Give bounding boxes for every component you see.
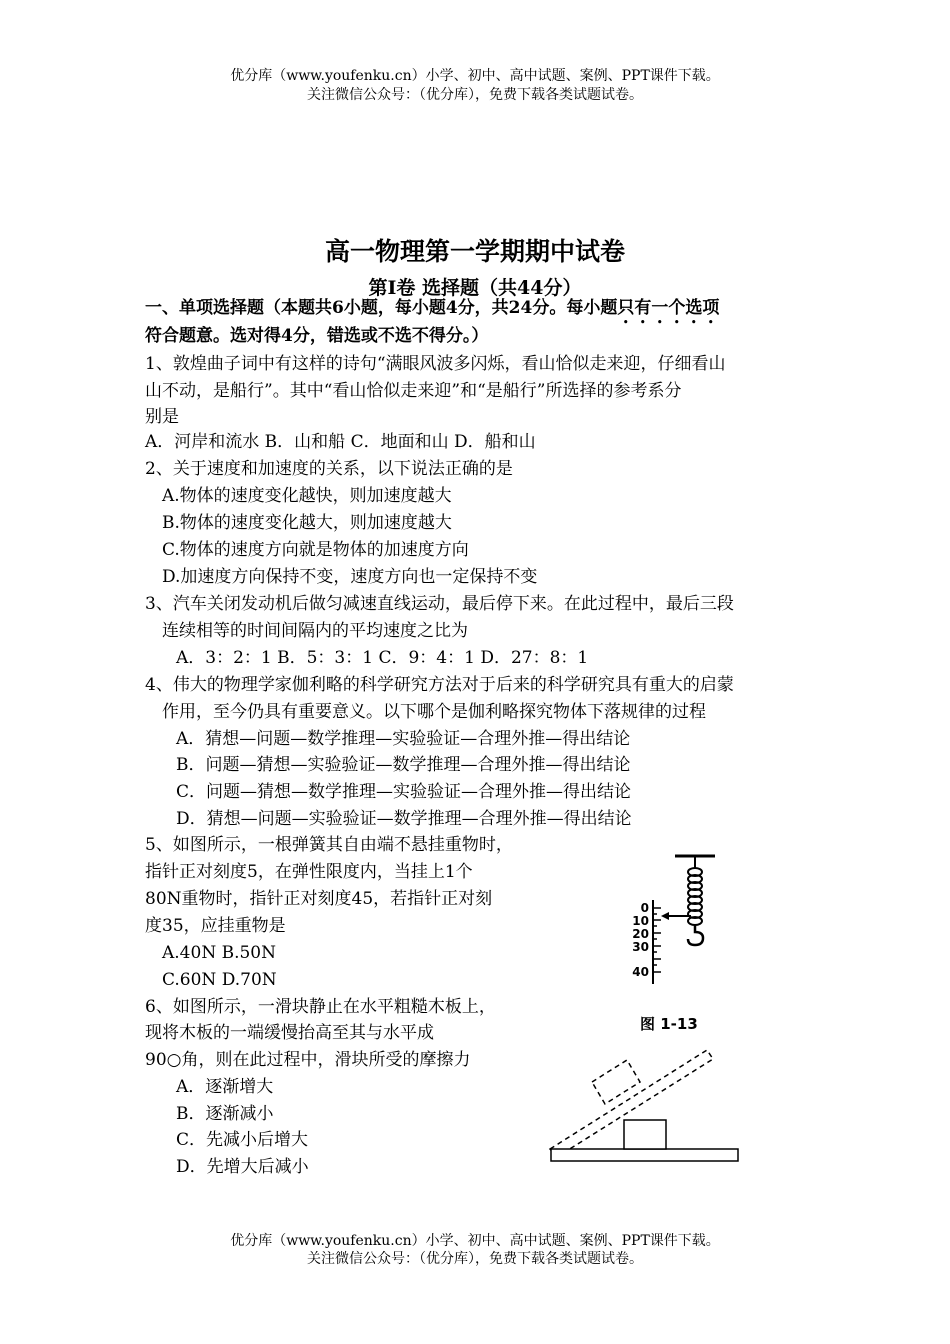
scale-label-40: 40: [632, 965, 649, 979]
q2-option-b: B.物体的速度变化越大，则加速度越大: [162, 513, 452, 533]
q4-option-d: D．猜想—问题—实验验证—数学推理—合理外推—得出结论: [176, 809, 632, 829]
section1-emphasis: 只有一个选项: [617, 298, 720, 318]
q2-option-a: A.物体的速度变化越快，则加速度越大: [162, 486, 452, 506]
block-on-board: [624, 1120, 666, 1149]
q3-line-2: 连续相等的时间间隔内的平均速度之比为: [162, 621, 468, 641]
footer-line-1: 优分库（www.youfenku.cn）小学、初中、高中试题、案例、PPT课件下载。: [230, 1233, 720, 1249]
q6-line-3: 90○角，则在此过程中，滑块所受的摩擦力: [145, 1050, 471, 1070]
section1-line-2: 符合题意。选对得4分，错选或不选不得分。）: [145, 326, 489, 346]
q6-option-c: C．先减小后增大: [176, 1130, 309, 1150]
incline-board-figure: [545, 1045, 745, 1165]
q2-stem: 2、关于速度和加速度的关系，以下说法正确的是: [145, 459, 513, 479]
q4-line-1: 4、伟大的物理学家伽利略的科学研究方法对于后来的科学研究具有重大的启蒙: [145, 675, 734, 695]
q2-option-c: C.物体的速度方向就是物体的加速度方向: [162, 540, 469, 560]
scale-label-30: 30: [632, 940, 649, 954]
section1-text: 一、单项选择题（本题共6小题，每小题4分，共24分。每小题: [145, 298, 618, 318]
scale-label-20: 20: [632, 927, 649, 941]
header-line-2: 关注微信公众号：（优分库），免费下载各类试题试卷。: [307, 87, 643, 103]
q4-option-a: A．猜想—问题—数学推理—实验验证—合理外推—得出结论: [176, 729, 631, 749]
q4-option-b: B．问题—猜想—实验验证—数学推理—合理外推—得出结论: [176, 755, 631, 775]
q5-options-ab: A.40N B.50N: [162, 943, 276, 963]
q5-options-cd: C.60N D.70N: [162, 970, 277, 990]
q6-line-1: 6、如图所示，一滑块静止在水平粗糙木板上，: [145, 997, 496, 1017]
q6-option-a: A．逐渐增大: [176, 1077, 274, 1097]
figure-caption: 图 1-13: [640, 1015, 698, 1033]
q1-line-1: 1、敦煌曲子词中有这样的诗句“满眼风波多闪烁，看山恰似走来迎，仔细看山: [145, 354, 726, 374]
q3-line-1: 3、汽车关闭发动机后做匀减速直线运动，最后停下来。在此过程中，最后三段: [145, 594, 734, 614]
q5-line-3: 80N重物时，指针正对刻度45，若指针正对刻: [145, 889, 493, 909]
q6-option-d: D．先增大后减小: [176, 1157, 309, 1177]
q4-line-2: 作用，至今仍具有重要意义。以下哪个是伽利略探究物体下落规律的过程: [162, 702, 706, 722]
footer-line-2: 关注微信公众号：（优分库），免费下载各类试题试卷。: [307, 1251, 643, 1267]
exam-subtitle: 第I卷 选择题（共44分）: [368, 277, 582, 299]
q6-line-2: 现将木板的一端缓慢抬高至其与水平成: [145, 1023, 434, 1043]
q1-line-3: 别是: [145, 407, 179, 427]
q1-options: A．河岸和流水 B．山和船 C．地面和山 D．船和山: [145, 432, 536, 452]
block-on-incline-dashed: [592, 1060, 640, 1104]
q5-line-4: 度35，应挂重物是: [145, 916, 286, 936]
q6-option-b: B．逐渐减小: [176, 1104, 274, 1124]
scale-label-0: 0: [640, 901, 649, 915]
q1-line-2: 山不动，是船行”。其中“看山恰似走来迎”和“是船行”所选择的参考系分: [145, 381, 682, 401]
pointer-arrowhead: [661, 912, 669, 920]
exam-title: 高一物理第一学期期中试卷: [324, 237, 625, 266]
q4-option-c: C．问题—猜想—数学推理—实验验证—合理外推—得出结论: [176, 782, 632, 802]
scale-ticks: [653, 908, 661, 972]
q5-line-1: 5、如图所示，一根弹簧其自由端不悬挂重物时，: [145, 835, 513, 855]
horizontal-board: [551, 1149, 738, 1161]
q5-line-2: 指针正对刻度5，在弹性限度内，当挂上1个: [145, 862, 473, 882]
scale-label-10: 10: [632, 914, 649, 928]
spring-scale-figure: [615, 852, 725, 992]
header-line-1: 优分库（www.youfenku.cn）小学、初中、高中试题、案例、PPT课件下载。: [230, 68, 720, 84]
q2-option-d: D.加速度方向保持不变，速度方向也一定保持不变: [162, 567, 538, 587]
q3-options: A．3：2：1 B．5：3：1 C．9：4：1 D．27：8：1: [176, 648, 589, 668]
spring-hook: [688, 925, 703, 945]
section1-line-1: [145, 297, 719, 328]
